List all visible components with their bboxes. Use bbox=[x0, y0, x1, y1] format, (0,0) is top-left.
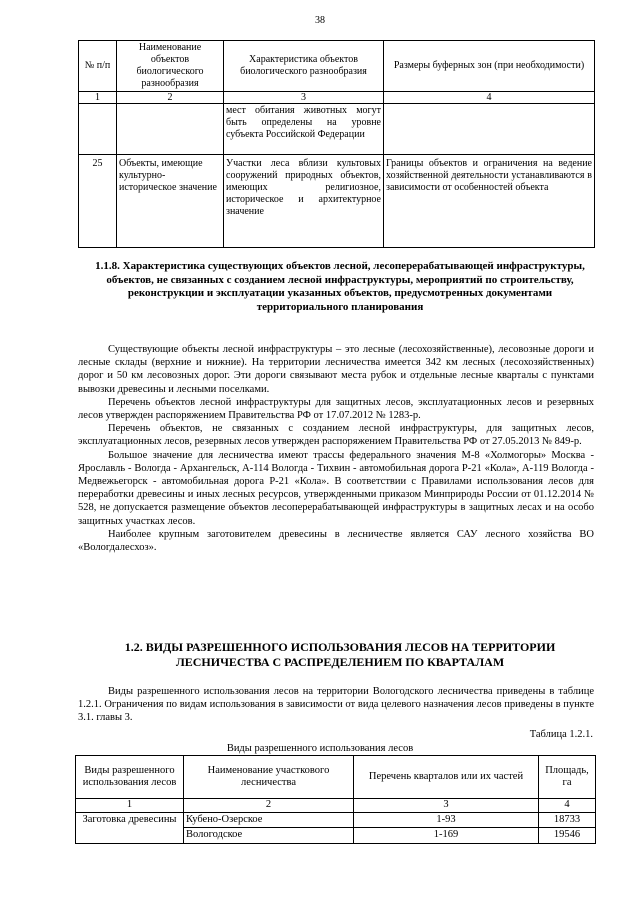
paragraph: Перечень объектов лесной инфраструктуры для защитных лесов, эксплуатационных лесов и резервных лесов утвержден распоряжением Правительства РФ от 17.07.2012 № 1283-р. bbox=[78, 396, 594, 422]
header-cell: Наименование участкового лесничества bbox=[184, 756, 354, 799]
table-cell: мест обитания животных могут быть определены на уровне субъекта Российской Федерации bbox=[224, 104, 384, 155]
header-cell: Наименование объектов биологического разнообразия bbox=[117, 41, 224, 92]
column-number: 2 bbox=[184, 799, 354, 813]
table-cell bbox=[117, 104, 224, 155]
table-cell bbox=[79, 104, 117, 155]
table-cell: Границы объектов и ограничения на ведение хозяйственной деятельности устанавливаются в зависимости от особенностей объекта bbox=[384, 155, 595, 248]
table-cell bbox=[384, 104, 595, 155]
section-body bbox=[78, 343, 594, 554]
forest-use-table bbox=[75, 755, 596, 844]
column-number: 1 bbox=[76, 799, 184, 813]
table-cell: Участки леса вблизи культовых сооружений природных объектов, имеющих религиозное, историческое и архитектурное значение bbox=[224, 155, 384, 248]
column-number: 1 bbox=[79, 92, 117, 104]
table-row bbox=[79, 155, 595, 248]
paragraph: Существующие объекты лесной инфраструктуры – это лесные (лесохозяйственные), лесовозные дороги и лесные склады (верхние и нижние). На территории лесничества имеется 342 км лесных (лесохозяйственных) дорог и 50 км лесовозных дорог. Эти дороги связывают места рубок и отдельные лесные кварталы с пунктами вывозки древесины и лесными поселками. bbox=[78, 344, 594, 395]
column-number: 2 bbox=[117, 92, 224, 104]
column-number: 3 bbox=[354, 799, 539, 813]
table-cell: Кубено-Озерское bbox=[184, 812, 354, 828]
paragraph: Виды разрешенного использования лесов на территории Вологодского лесничества приведены в таблице 1.2.1. Ограничения по видам использования в зависимости от вида целевого назначения лесов приведены в пункте 3.1. главы 3. bbox=[78, 686, 594, 724]
table-cell: Вологодское bbox=[184, 828, 354, 844]
header-cell: Перечень кварталов или их частей bbox=[354, 756, 539, 799]
column-number: 4 bbox=[539, 799, 596, 813]
biodiversity-table bbox=[78, 40, 595, 248]
header-cell: № п/п bbox=[79, 41, 117, 92]
table-header-row bbox=[76, 756, 596, 799]
table-row bbox=[79, 104, 595, 155]
column-number: 3 bbox=[224, 92, 384, 104]
header-cell: Характеристика объектов биологического разнообразия bbox=[224, 41, 384, 92]
header-cell: Размеры буферных зон (при необходимости) bbox=[384, 41, 595, 92]
table-cell: 18733 bbox=[539, 812, 596, 828]
paragraph: Наиболее крупным заготовителем древесины в лесничестве является САУ лесного хозяйства ВО «Вологдалесхоз». bbox=[78, 528, 594, 554]
header-cell: Виды разрешенного использования лесов bbox=[76, 756, 184, 799]
paragraph: Большое значение для лесничества имеют трассы федерального значения М-8 «Холмогоры» Москва - Ярославль - Вологда - Архангельск, А-114 Вологда - Тихвин - автомобильная дорога Р-21 «Кола», А-119 Вологда - Медвежьегорск - автомобильная дорога Р-21 «Кола». В соответствии с Правилами использования лесов для переработки древесины и иных лесных ресурсов, утвержденными приказом Минприроды России от 01.12.2014 № 528, не допускается размещение объектов лесоперерабатывающей инфраструктуры в защитных лесах и на особо защитных участках лесов. bbox=[78, 449, 594, 527]
table-cell: 25 bbox=[79, 155, 117, 248]
table-caption: Таблица 1.2.1. bbox=[529, 729, 593, 740]
table-cell: 1-169 bbox=[354, 828, 539, 844]
section-title: 1.1.8. Характеристика существующих объектов лесной, лесоперерабатывающей инфраструктуры, объектов, не связанных с созданием лесной инфраструктуры, мероприятий по строительству, реконструкции и эксплуатации указанных объектов, предусмотренных документами территориального планирования bbox=[95, 260, 585, 313]
column-number-row bbox=[79, 92, 595, 104]
header-cell: Площадь, га bbox=[539, 756, 596, 799]
column-number: 4 bbox=[384, 92, 595, 104]
table-title: Виды разрешенного использования лесов bbox=[226, 743, 414, 754]
column-number-row bbox=[76, 799, 596, 813]
section-title: 1.2. ВИДЫ РАЗРЕШЕННОГО ИСПОЛЬЗОВАНИЯ ЛЕСОВ НА ТЕРРИТОРИИ ЛЕСНИЧЕСТВА С РАСПРЕДЕЛЕНИЕМ ПО КВАРТАЛАМ bbox=[124, 640, 556, 669]
table-cell: Заготовка древесины bbox=[76, 812, 184, 843]
paragraph: Перечень объектов, не связанных с созданием лесной инфраструктуры, для защитных лесов, эксплуатационных лесов, резервных лесов утвержден распоряжением Правительства РФ от 27.05.2013 № 849-р. bbox=[78, 423, 594, 448]
table-row bbox=[76, 812, 596, 828]
table-cell: 19546 bbox=[539, 828, 596, 844]
page-number: 38 bbox=[315, 15, 325, 26]
section-body bbox=[78, 685, 594, 725]
table-cell: 1-93 bbox=[354, 812, 539, 828]
table-cell: Объекты, имеющие культурно-историческое значение bbox=[117, 155, 224, 248]
table-header-row bbox=[79, 41, 595, 92]
